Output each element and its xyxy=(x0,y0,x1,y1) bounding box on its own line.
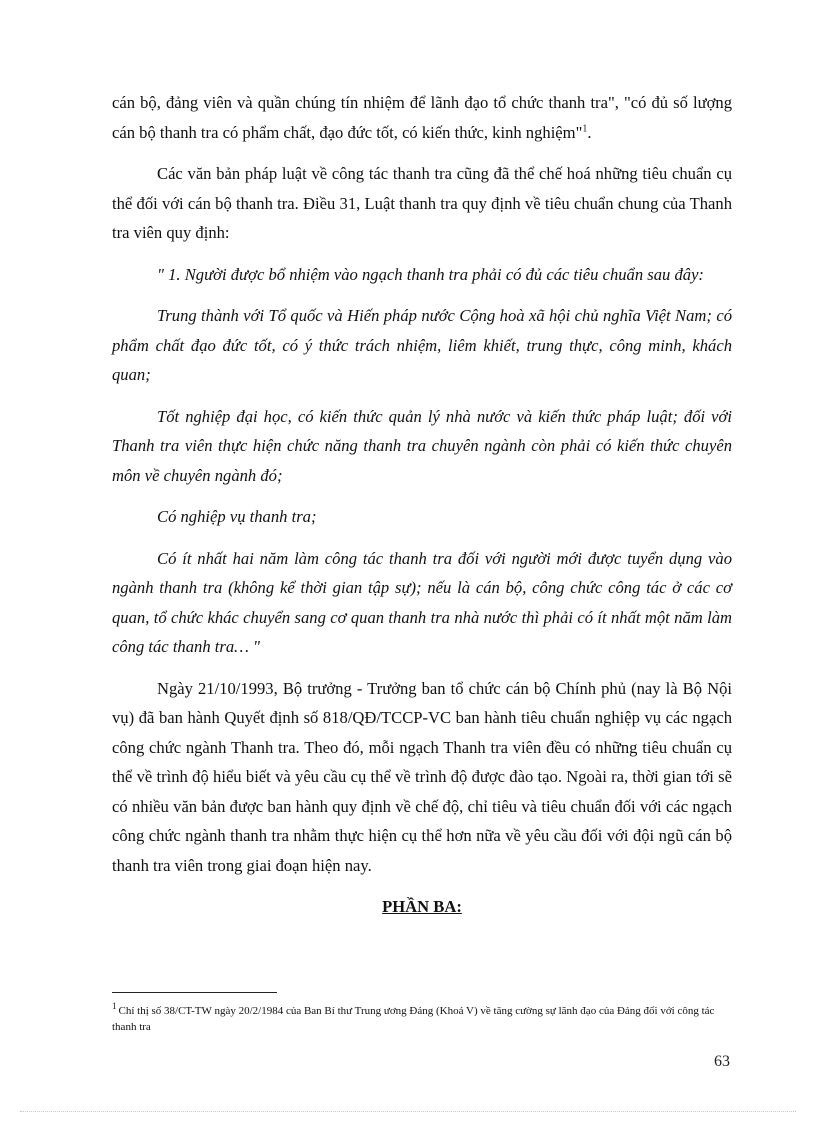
paragraph-1-text: cán bộ, đảng viên và quần chúng tín nhiệm để lãnh đạo tổ chức thanh tra", "có đủ số lượng cán bộ thanh tra có phẩm chất, đạo đức tốt, có kiến thức, kinh nghiệm" xyxy=(112,93,732,142)
section-heading: PHẦN BA: xyxy=(382,897,462,916)
footnote-mark: 1 xyxy=(112,1001,117,1012)
page-bottom-divider xyxy=(20,1111,796,1112)
footnote-text: Chỉ thị số 38/CT-TW ngày 20/2/1984 của Ban Bí thư Trung ương Đảng (Khoá V) về tăng cường sự lãnh đạo của Đảng đối với công tác thanh tra xyxy=(112,1005,715,1033)
paragraph-3: Ngày 21/10/1993, Bộ trưởng - Trưởng ban tổ chức cán bộ Chính phủ (nay là Bộ Nội vụ) đã ban hành Quyết định số 818/QĐ/TCCP-VC ban hành tiêu chuẩn nghiệp vụ các ngạch công chức ngành Thanh tra. Theo đó, mỗi ngạch Thanh tra viên đều có những tiêu chuẩn cụ thể về trình độ hiểu biết và yêu cầu cụ thể về trình độ được đào tạo. Ngoài ra, thời gian tới sẽ có nhiều văn bản được ban hành quy định về chế độ, chỉ tiêu và tiêu chuẩn đối với các ngạch công chức ngành thanh tra nhằm thực hiện cụ thể hơn nữa về yêu cầu đối với đội ngũ cán bộ thanh tra viên trong giai đoạn hiện nay. xyxy=(112,678,732,875)
quote-item-3: Tốt nghiệp đại học, có kiến thức quản lý nhà nước và kiến thức pháp luật; đối với Thanh tra viên thực hiện chức năng thanh tra chuyên ngành còn phải có kiến thức chuyên môn về chuyên ngành đó; xyxy=(112,406,732,485)
quote-item-1: " 1. Người được bổ nhiệm vào ngạch thanh tra phải có đủ các tiêu chuẩn sau đây: xyxy=(157,264,704,284)
body-text xyxy=(112,88,732,922)
footnote xyxy=(112,1003,732,1035)
footnote-divider xyxy=(112,992,277,993)
paragraph-1-end: . xyxy=(587,122,592,142)
quote-item-5: Có ít nhất hai năm làm công tác thanh tra đối với người mới được tuyển dụng vào ngành thanh tra (không kể thời gian tập sự); nếu là cán bộ, công chức công tác ở các cơ quan, tổ chức khác chuyển sang cơ quan thanh tra nhà nước thì phải có ít nhất một năm làm công tác thanh tra… " xyxy=(112,548,732,656)
quote-item-2: Trung thành với Tổ quốc và Hiến pháp nước Cộng hoà xã hội chủ nghĩa Việt Nam; có phẩm chất đạo đức tốt, có ý thức trách nhiệm, liêm khiết, trung thực, công minh, khách quan; xyxy=(112,306,732,384)
page-number: 63 xyxy=(714,1053,730,1070)
paragraph-2: Các văn bản pháp luật về công tác thanh tra cũng đã thể chế hoá những tiêu chuẩn cụ thể đối với cán bộ thanh tra. Điều 31, Luật thanh tra quy định về tiêu chuẩn chung của Thanh tra viên quy định: xyxy=(112,164,732,242)
paragraph-1 xyxy=(112,88,732,147)
quote-item-4: Có nghiệp vụ thanh tra; xyxy=(157,507,317,526)
footnote-reference: 1 xyxy=(582,122,588,134)
